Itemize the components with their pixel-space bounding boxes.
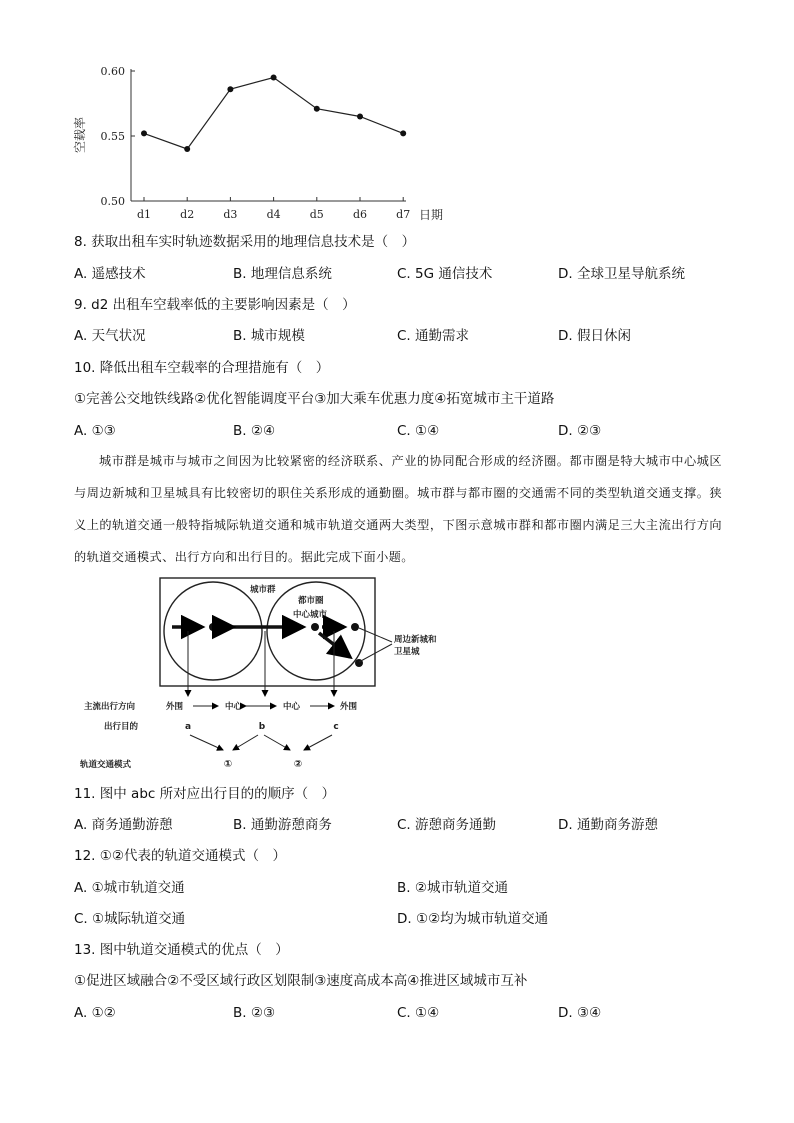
y-tick-label: 0.60 [100, 65, 125, 78]
q13-option-b: B. ②③ [233, 1005, 276, 1021]
x-tick-label: d3 [223, 208, 238, 221]
direction-center-2: 中心 [283, 702, 301, 712]
q9-option-d: D. 假日休闲 [558, 328, 631, 344]
q8-option-b: B. 地理信息系统 [233, 266, 332, 282]
q8-option-c: C. 5G 通信技术 [397, 266, 493, 282]
q10-option-d: D. ②③ [558, 423, 602, 439]
y-tick-label: 0.50 [100, 195, 125, 208]
q10-option-a: A. ①③ [74, 423, 116, 439]
data-point [271, 75, 277, 81]
x-tick-label: d1 [136, 208, 152, 221]
reading-passage: 城市群是城市与城市之间因为比较紧密的经济联系、产业的协同配合形成的经济圈。都市圈是特大城市中心城区与周边新城和卫星城具有比较密切的职住关系形成的通勤圈。城市群与都市圈的交通需不同的类型轨道交通支撑。狭义上的轨道交通一般特指城际轨道交通和城市轨道交通两大类型，下图示意城市群和都市圈内满足三大主流出行方向的轨道交通模式、出行方向和出行目的。据此完成下面小题。 [74, 454, 722, 564]
chart-axes [131, 69, 406, 201]
x-tick-label: d2 [180, 208, 195, 221]
q13-option-d: D. ③④ [558, 1005, 602, 1021]
q8-option-a: A. 遥感技术 [74, 266, 146, 282]
city-cluster-label: 城市群 [250, 585, 276, 595]
row-label-purpose: 出行目的 [104, 722, 139, 732]
q8-option-d: D. 全球卫星导航系统 [558, 266, 685, 282]
data-point [227, 86, 233, 92]
x-tick-label: d4 [266, 208, 281, 221]
rail-transit-diagram [0, 570, 794, 780]
link-b-1 [233, 735, 258, 750]
q10-option-b: B. ②④ [233, 423, 276, 439]
data-point [357, 114, 363, 120]
q12-option-a: A. ①城市轨道交通 [74, 880, 185, 896]
series-line [144, 78, 403, 150]
question-13-stem: 13. 图中轨道交通模式的优点（ ） [74, 942, 289, 958]
data-point [184, 146, 190, 152]
y-tick-label: 0.55 [100, 130, 125, 143]
q12-option-d: D. ①②均为城市轨道交通 [397, 911, 549, 927]
q9-option-a: A. 天气状况 [74, 328, 146, 344]
satellite-label-1: 周边新城和 [394, 635, 437, 645]
q12-option-c: C. ①城际轨道交通 [74, 911, 186, 927]
mode-1: ① [223, 759, 233, 770]
q11-option-a: A. 商务通勤游憩 [74, 817, 173, 833]
x-tick-label: d6 [352, 208, 368, 221]
q13-option-a: A. ①② [74, 1005, 116, 1021]
question-9-stem: 9. d2 出租车空载率低的主要影响因素是（ ） [74, 297, 356, 313]
question-10-items: ①完善公交地铁线路②优化智能调度平台③加大乘车优惠力度④拓宽城市主干道路 [74, 391, 555, 407]
data-point [400, 130, 406, 136]
question-12-stem: 12. ①②代表的轨道交通模式（ ） [74, 848, 286, 864]
row-label-mode: 轨道交通模式 [80, 760, 132, 770]
row-label-direction: 主流出行方向 [84, 702, 136, 712]
q10-option-c: C. ①④ [397, 423, 440, 439]
direction-center-1: 中心 [225, 702, 243, 712]
link-a-1 [190, 735, 223, 750]
q9-option-b: B. 城市规模 [233, 328, 305, 344]
q11-option-b: B. 通勤游憩商务 [233, 817, 332, 833]
link-c-2 [304, 735, 332, 750]
q13-option-c: C. ①④ [397, 1005, 440, 1021]
q11-option-d: D. 通勤商务游憩 [558, 817, 658, 833]
satellite-label-2: 卫星城 [394, 647, 420, 657]
direction-outer-right: 外围 [340, 702, 358, 712]
data-point [141, 130, 147, 136]
q11-option-c: C. 游憩商务通勤 [397, 817, 497, 833]
question-11-stem: 11. 图中 abc 所对应出行目的的顺序（ ） [74, 786, 336, 802]
mode-2: ② [293, 759, 303, 770]
chart-series [141, 75, 406, 153]
link-b-2 [264, 735, 290, 750]
central-city-node [311, 623, 319, 631]
x-tick-label: d5 [309, 208, 324, 221]
q9-option-c: C. 通勤需求 [397, 328, 470, 344]
data-point [314, 106, 320, 112]
vacancy-rate-line-chart [0, 0, 794, 230]
purpose-b: b [258, 722, 266, 732]
central-city-label: 中心城市 [293, 610, 328, 620]
q12-option-b: B. ②城市轨道交通 [397, 880, 508, 896]
question-13-items: ①促进区域融合②不受区域行政区划限制③速度高成本高④推进区域城市互补 [74, 973, 528, 989]
chart-ticks [101, 65, 411, 221]
metro-area-label: 都市圈 [298, 596, 324, 606]
question-10-stem: 10. 降低出租车空载率的合理措施有（ ） [74, 360, 330, 376]
direction-outer-left: 外围 [166, 702, 184, 712]
x-axis-label: 日期 [419, 208, 444, 222]
purpose-c: c [333, 722, 339, 732]
cluster-node [209, 623, 217, 631]
question-8-stem: 8. 获取出租车实时轨迹数据采用的地理信息技术是（ ） [74, 234, 416, 250]
x-tick-label: d7 [396, 208, 411, 221]
right-node [351, 623, 359, 631]
purpose-a: a [184, 722, 192, 732]
y-axis-label: 空载率 [73, 116, 87, 154]
